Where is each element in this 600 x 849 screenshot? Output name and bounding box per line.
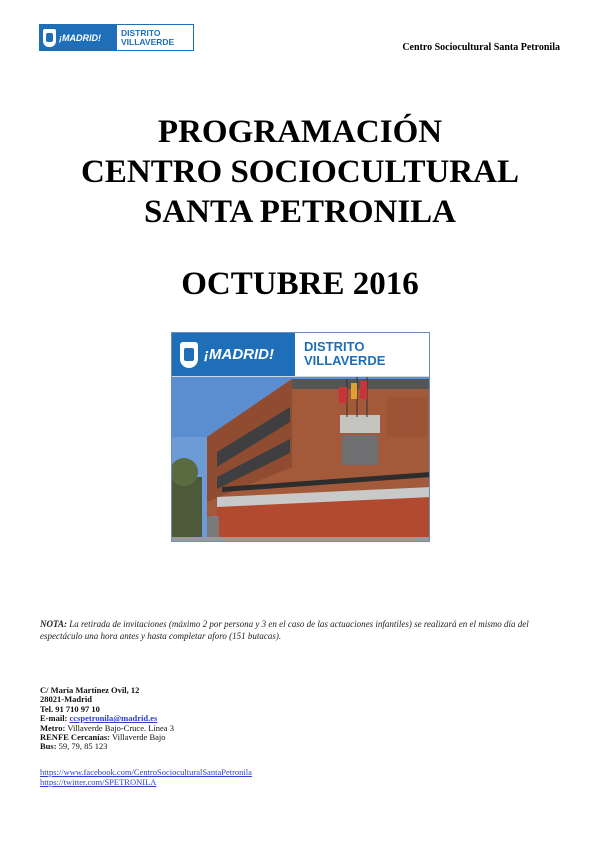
title-line-2: CENTRO SOCIOCULTURAL — [81, 154, 519, 190]
building-photo — [171, 332, 430, 542]
note-body: La retirada de invitaciones (máximo 2 por persona y 3 en el caso de las actuaciones infantiles) se realizará en el mismo día del espectáculo una hora antes y hasta completar aforo (151 butacas). — [40, 619, 529, 641]
title-line-1: PROGRAMACIÓN — [157, 114, 443, 150]
bus-value: 59, 79, 85 123 — [58, 741, 108, 752]
photo-logo-madrid-text: ¡MADRID! — [204, 346, 274, 363]
logo-distrito-text: DISTRITO — [121, 28, 161, 38]
contact-phone: Tel. 91 710 97 10 — [40, 703, 100, 714]
metro-value: Villaverde Bajo-Cruce. Línea 3 — [67, 722, 174, 733]
renfe-label: RENFE Cercanías: — [40, 732, 110, 743]
building-image — [172, 377, 430, 542]
contact-address: C/ María Martínez Ovil, 12 — [40, 685, 140, 695]
madrid-shield-icon — [43, 29, 56, 47]
madrid-villaverde-logo — [39, 24, 194, 51]
email-label: E-mail: — [40, 713, 68, 724]
page-title — [0, 112, 600, 232]
header-center-name: Centro Sociocultural Santa Petronila — [402, 42, 560, 53]
photo-logo-distrito-text: DISTRITO — [304, 339, 365, 354]
email-link[interactable]: ccspetronila@madrid.es — [69, 713, 158, 724]
contact-bus-line — [40, 742, 174, 751]
facebook-link[interactable]: https://www.facebook.com/CentroSocioculturalSantaPetronila — [40, 767, 252, 777]
month-title: OCTUBRE 2016 — [181, 266, 419, 302]
photo-logo-villaverde-text: VILLAVERDE — [304, 353, 386, 368]
note-text — [40, 618, 564, 642]
logo-madrid-text: ¡MADRID! — [59, 32, 101, 43]
photo-logo-banner — [172, 333, 429, 377]
title-line-3: SANTA PETRONILA — [143, 194, 457, 230]
contact-info — [40, 686, 174, 752]
social-links — [40, 767, 252, 787]
madrid-shield-icon — [180, 342, 198, 368]
contact-city: 28021-Madrid — [40, 694, 92, 705]
metro-label: Metro: — [40, 722, 66, 733]
note-label: NOTA: — [40, 619, 67, 629]
renfe-value: Villaverde Bajo — [111, 732, 166, 743]
twitter-link[interactable]: https://twitter.com/SPETRONILA — [40, 777, 157, 787]
logo-villaverde-text: VILLAVERDE — [121, 37, 175, 47]
bus-label: Bus: — [40, 741, 57, 752]
